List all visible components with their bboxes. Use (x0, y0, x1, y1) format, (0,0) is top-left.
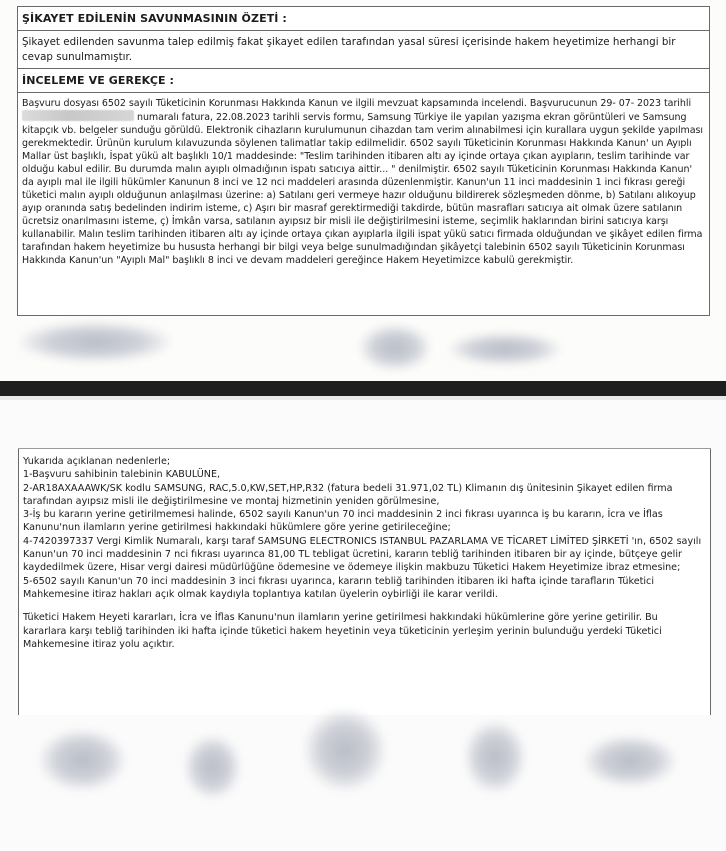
page-break-bar (0, 381, 726, 396)
blurred-signature (585, 736, 675, 786)
defense-summary-text: Şikayet edilenden savunma talep edilmiş fakat şikayet edilen tarafından yasal süresi içerisinde hakem heyetimize herhangi bir cevap sunulmamıştır. (18, 31, 709, 69)
paragraph-gap (23, 601, 704, 611)
examination-heading: İNCELEME VE GEREKÇE : (18, 69, 709, 93)
blurred-signature (305, 710, 385, 790)
decision-item-2: 2-AR18AXAAAWK/SK kodlu SAMSUNG, RAC,5.0,KW,SET,HP,R32 (fatura bedeli 31.971,02 TL) Klimanın dış ünitesinin Şikayet edilen firma tarafından ayıpsız misli ile değiştirilmesine ve montaj hizmetinin yeniden görülmesine, (23, 482, 673, 507)
decision-closing: Tüketici Hakem Heyeti kararları, İcra ve İflas Kanunu'nun ilamların yerine getirilmesi hakkındaki hükümlerine göre yerine getirilir. Bu kararlara karşı tebliğ tarihinden iki hafta içinde tüketici hakem heyetinin veya tüketicinin yerleşim yerinin bulunduğu yerdeki Tüketici Mahkemesine itiraz yolu açıktır. (23, 612, 662, 650)
decision-item-5: 5-6502 sayılı Kanun'un 70 inci maddesinin 3 inci fıkrası uyarınca, kararın tebliğ tarihinden itibaren iki hafta içinde tarafların Tüketici Mahkemesine itiraz hakları açık olmak kaydıyla toplantıya katılan üyelerin oybirliği ile karar verildi. (23, 575, 654, 600)
examination-text (18, 93, 709, 339)
document-page-top (0, 0, 726, 381)
decision-section (18, 449, 711, 715)
defense-summary-heading: ŞİKAYET EDİLENİN SAVUNMASININ ÖZETİ : (18, 7, 709, 31)
examination-text-part-2: numaralı fatura, 22.08.2023 tarihli servis formu, Samsung Türkiye ile yapılan yazışma ekran görüntüleri ve Samsung kitapçık vb. belgeler sunduğu görüldü. Elektronik cihazların kurulumunun cihazdan tam verim alınabilmesi için kurallara uygun şekilde yapılması gerekmektedir. Ürünün kurulum kılavuzunda söylenen talimatlar takip edilmelidir. 6502 sayılı Tüketicinin Korunması Hakkında Kanun' un Ayıplı Mallar üst başlıklı, İspat yükü alt başlıklı 10/1 maddesinde: "Teslim tarihinden itibaren altı ay içinde ortaya çıkan ayıpların, teslim tarihinde var olduğu kabul edilir. Bu durumda malın ayıplı olmadığının ispatı satıcıya aittir... " denilmiştir. 6502 sayılı Tüketicinin Korunması Hakkında Kanun' da ayıplı mal ile ilgili hükümler Kanunun 8 inci ve 12 nci maddeleri arasında düzenlenmiştir. Kanun'un 11 inci maddesinin 1 inci fıkrası gereği tüketici malın ayıplı olduğunun anlaşılması üzerine: a) Satılanı geri vermeye hazır olduğunu bildirerek sözleşmeden dönme, b) Satılanı alıkoyup ayıp oranında satış bedelinden indirim isteme, c) Aşırı bir masraf gerektirmediği takdirde, bütün masrafları satıcıya ait olmak üzere satılanın ücretsiz onarılmasını isteme, ç) İmkân varsa, satılanın ayıpsız bir misli ile değiştirilmesini isteme, seçimlik haklarından birini satıcıya karşı kullanabilir. Malın teslim tarihinden itibaren altı ay içinde ortaya çıkan ayıplarla ilgili ispat yükü satıcı firmada olduğundan ve şikâyet edilen firma tarafından hakem heyetimize bu hususta herhangi bir bilgi veya belge sunulmadığından şikâyetçi talebinin 6502 sayılı Tüketicinin Korunması Hakkında Kanun'un "Ayıplı Mal" başlıklı 8 inci ve devam maddeleri gereğince Hakem Heyetimizce kabulü gerekmiştir. (22, 112, 703, 266)
decision-item-3: 3-İş bu kararın yerine getirilmemesi halinde, 6502 sayılı Kanun'un 70 inci maddesinin 2 inci fıkrası uyarınca iş bu kararın, İcra ve İflas Kanunu'nun ilamların yerine getirilmesi hakkındaki hükümlere göre yerine getirileceğine; (23, 509, 663, 534)
decision-line: Yukarıda açıklanan nedenlerle; (23, 456, 171, 467)
blurred-signature (40, 730, 125, 790)
blurred-signature (185, 736, 240, 798)
document-table (17, 6, 710, 316)
examination-text-part-1: Başvuru dosyası 6502 sayılı Tüketicinin Korunması Hakkında Kanun ve ilgili mevzuat kapsamında incelendi. Başvurucunun 29- 07- 2023 tarihli (22, 98, 692, 109)
decision-item-4: 4-7420397337 Vergi Kimlik Numaralı, karşı taraf SAMSUNG ELECTRONICS ISTANBUL PAZARLAMA VE TİCARET LİMİTED ŞİRKETİ 'ın, 6502 sayılı Kanun'un 70 inci maddesinin 7 nci fıkrası uyarınca 81,00 TL tebligat ücretini, kararın tebliğ tarihinden itibaren bir ay içinde, bütçeye gelir kaydedilmek üzere, Hisar vergi dairesi müdürlüğüne ödemesine ve ödemeye ilişkin makbuzu Tüketici Hakem Heyetimize ibraz etmesine; (23, 535, 702, 574)
blurred-signature (450, 333, 560, 365)
decision-item-1: 1-Başvuru sahibinin talebinin KABULÜNE, (23, 469, 221, 481)
redacted-invoice-number (22, 110, 134, 121)
blurred-signature (465, 722, 525, 792)
blurred-signature (360, 325, 430, 370)
blurred-signature (20, 322, 170, 362)
document-page-bottom (0, 400, 726, 851)
